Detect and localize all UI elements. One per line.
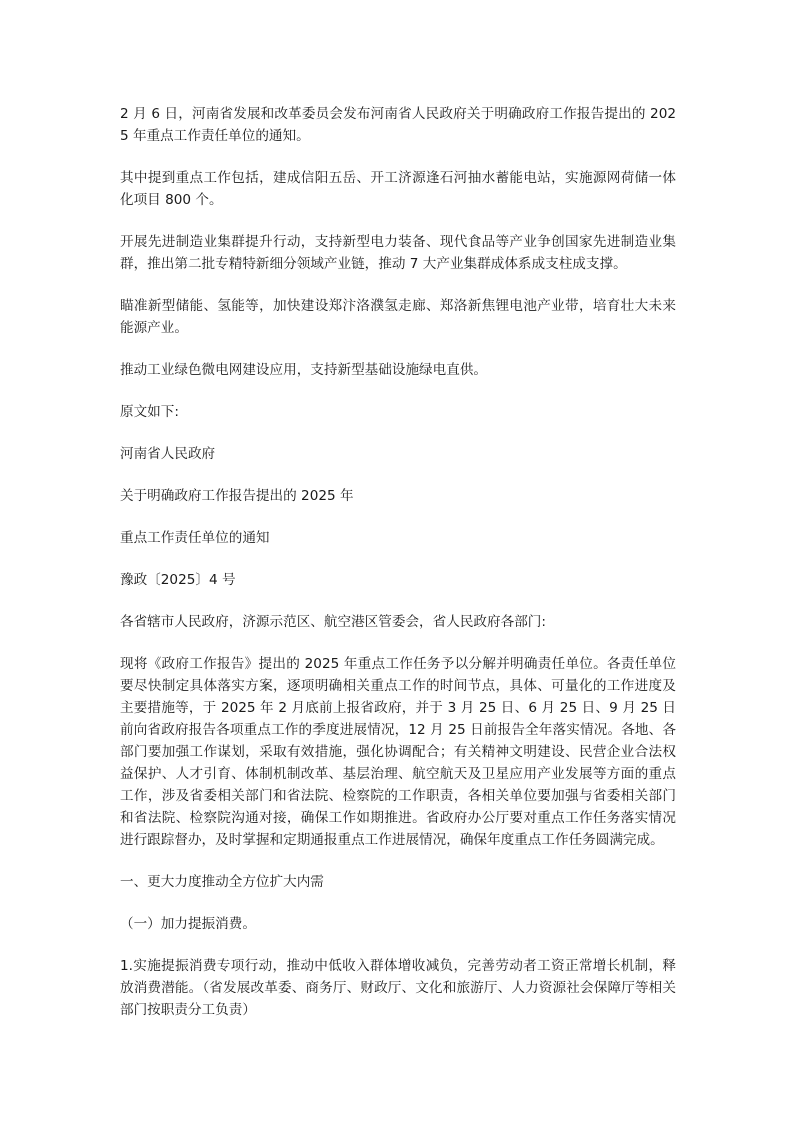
issuer-name: 河南省人民政府 xyxy=(120,446,216,462)
key-work-paragraph: 其中提到重点工作包括，建成信阳五岳、开工济源逢石河抽水蓄能电站，实施源网荷储一体化项目 800 个。 xyxy=(120,170,676,208)
document-number: 豫政〔2025〕4 号 xyxy=(120,572,236,588)
item-1: 1.实施提振消费专项行动，推动中低收入群体增收减负，完善劳动者工资正常增长机制，释放消费潜能。（省发展改革委、商务厅、财政厅、文化和旅游厅、人力资源社会保障厅等相关部门按职责分工负责） xyxy=(120,958,676,1018)
notice-body: 现将《政府工作报告》提出的 2025 年重点工作任务予以分解并明确责任单位。各责任单位要尽快制定具体落实方案，逐项明确相关重点工作的时间节点，具体、可量化的工作进度及主要措施等，于 2025 年 2 月底前上报省政府，并于 3 月 25 日、6 月 25 日、9 月 25 日前向省政府报告各项重点工作的季度进展情况，12 月 25 日前报告全年落实情况。各地、各部门要加强工作谋划，采取有效措施，强化协调配合；有关精神文明建设、民营企业合法权益保护、人才引育、体制机制改革、基层治理、航空航天及卫星应用产业发展等方面的重点工作，涉及省委相关部门和省法院、检察院的工作职责，各相关单位要加强与省委相关部门和省法院、检察院沟通对接，确保工作如期推进。省政府办公厅要对重点工作任务落实情况进行跟踪督办，及时掌握和定期通报重点工作进展情况，确保年度重点工作任务圆满完成。 xyxy=(120,656,676,848)
notice-title-line-2: 重点工作责任单位的通知 xyxy=(120,530,270,546)
energy-paragraph: 瞄准新型储能、氢能等，加快建设郑汴洛濮氢走廊、郑洛新焦锂电池产业带，培育壮大未来能源产业。 xyxy=(120,298,676,336)
intro-paragraph: 2 月 6 日，河南省发展和改革委员会发布河南省人民政府关于明确政府工作报告提出的 2025 年重点工作责任单位的通知。 xyxy=(120,106,676,144)
subsection-heading-1: （一）加力提振消费。 xyxy=(120,916,256,932)
manufacturing-paragraph: 开展先进制造业集群提升行动，支持新型电力装备、现代食品等产业争创国家先进制造业集群，推出第二批专精特新细分领域产业链，推动 7 大产业集群成体系成支柱成支撑。 xyxy=(120,234,676,272)
original-text-label: 原文如下: xyxy=(120,404,179,420)
recipients: 各省辖市人民政府，济源示范区、航空港区管委会，省人民政府各部门: xyxy=(120,614,546,630)
notice-title-line-1: 关于明确政府工作报告提出的 2025 年 xyxy=(120,488,354,504)
document-page xyxy=(120,103,676,1041)
microgrid-paragraph: 推动工业绿色微电网建设应用，支持新型基础设施绿电直供。 xyxy=(120,362,488,378)
section-heading-1: 一、更大力度推动全方位扩大内需 xyxy=(120,874,324,890)
